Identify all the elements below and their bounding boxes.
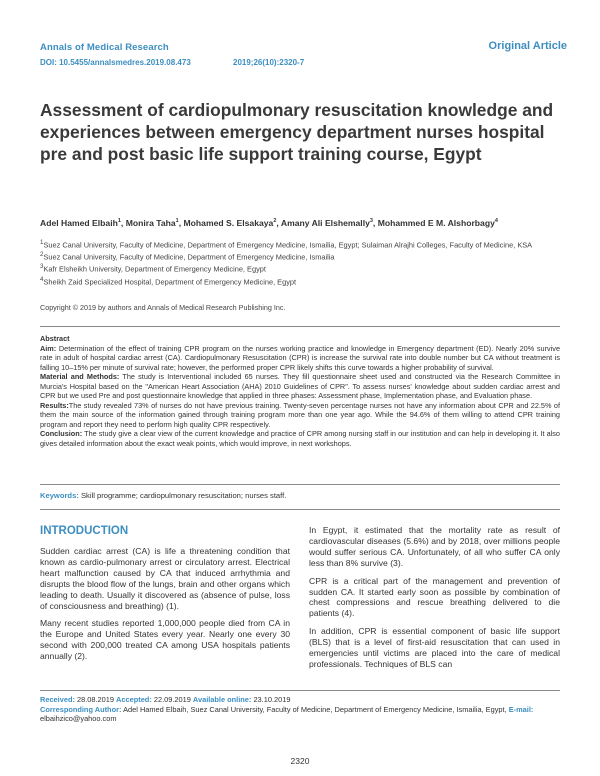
affiliations — [40, 238, 565, 287]
divider — [40, 509, 560, 510]
paragraph: Sudden cardiac arrest (CA) is life a threatening condition that known as cardio-pulmonary arrest or circulatory arrest. Electrical heart malfunction caused by CA that induced arrhythmia and disrupts the blood flow of the lungs, brain and other organs which leading to death. Usually it discovered as (absence of pulse, loss of consciousness and breathing) (1). — [40, 546, 290, 611]
author: Monira Taha$^1$ — [125, 218, 179, 228]
author-list: Adel Hamed Elbaih$^1$, Monira Taha$^1$, Mohamed S. Elsakaya$^2$, Amany Ali Elshemally$^3$, Mohammed E M. Alshorbagy$^4$ — [40, 218, 498, 228]
text-column-right — [309, 525, 560, 677]
citation: 2019;26(10):2320-7 — [233, 58, 305, 67]
text-column-left — [40, 546, 290, 669]
doi-line — [40, 58, 304, 67]
email-link[interactable]: elbaihzico@yahoo.com — [40, 714, 117, 724]
corresponding-author: Corresponding Author: Adel Hamed Elbaih, Suez Canal University, Faculty of Medicine, Department of Emergency Medicine, Ismailia, Egypt, E-mail: elbaihzico@yahoo.com — [40, 704, 534, 724]
author: Adel Hamed Elbaih$^1$ — [40, 218, 121, 228]
paragraph: Many recent studies reported 1,000,000 people died from CA in the Europe and United States every year. Nearly one every 30 second with 200,000 treated CA among USA hospitals patients annually (2). — [40, 618, 290, 662]
affiliation: $^4$Sheikh Zaid Specialized Hospital, Department of Emergency Medicine, Egypt — [40, 275, 297, 286]
paragraph: CPR is a critical part of the management and prevention of sudden CA. It started early soon as possible by combination of chest compressions and rescue breathing delivered to die patients (4). — [309, 575, 560, 619]
doi-link[interactable]: DOI: 10.5455/annalsmedres.2019.08.473 — [40, 58, 191, 67]
copyright: Copyright © 2019 by authors and Annals of Medical Research Publishing Inc. — [40, 303, 286, 312]
journal-name: Annals of Medical Research — [40, 42, 169, 53]
abstract-heading: Abstract — [40, 334, 70, 343]
abstract — [40, 334, 560, 448]
author: Mohamed S. Elsakaya$^2$ — [183, 218, 277, 228]
section-heading: INTRODUCTION — [40, 525, 129, 537]
abstract-conclusion: Conclusion: The study give a clear view of the current knowledge and practice of CPR among nursing staff in our institution and can help in developing it. It also gives detailed information about the exact weak points, which would improve, in next workshops. — [40, 429, 560, 448]
article-footer — [40, 695, 560, 724]
divider — [40, 484, 560, 485]
affiliation: $^2$Suez Canal University, Faculty of Medicine, Department of Emergency Medicine, Ismailia — [40, 251, 335, 262]
author: Mohammed E M. Alshorbagy$^4$ — [377, 218, 498, 228]
article-type: Original Article — [488, 40, 567, 52]
keywords: Keywords: Skill programme; cardiopulmonary resuscitation; nurses staff. — [40, 491, 287, 500]
article-title: Assessment of cardiopulmonary resuscitation knowledge and experiences between emergency department nurses hospital pre and post basic life support training course, Egypt — [40, 100, 554, 164]
abstract-results: Results:The study revealed 73% of nurses do not have previous training. Twenty-seven percentage nurses not have any information about CPR and 22.5% of them the main source of the information gained through training program more than one year ago. While the 94.6% of them willing to attend CPR training program and report they need to perform high quality CPR respectively. — [40, 400, 560, 429]
affiliation: $^1$Suez Canal University, Faculty of Medicine, Department of Emergency Medicine, Ismailia, Egypt; Sulaiman Alrajhi Colleges, Faculty of Medicine, KSA — [40, 239, 533, 250]
dates-line: Received: 28.08.2019 Accepted: 22.09.2019 Available online: 23.10.2019 — [40, 695, 291, 704]
paragraph: In addition, CPR is essential component of basic life support (BLS) that is a level of first-aid resuscitation that can used in emergencies until victims are placed into the care of medical professionals. Techniques of BLS can — [309, 626, 560, 669]
abstract-aim: Aim: Determination of the effect of training CPR program on the nurses working practice and knowledge in Emergency department (ED). Nearly 20% survive rate in adult of hospital cardiac arrest (CA). Cardiopulmonary Resuscitation (CPR) is increase the survival rate into double number but CA without treatment is falling 10–15% per minute of survival rate; however, the performed proper CPR likely shifts this curve towards a higher probability of survival. — [40, 343, 561, 372]
author: Amany Ali Elshemally$^3$ — [280, 218, 373, 228]
affiliation: $^3$Kafr Elsheikh University, Department of Emergency Medicine, Egypt — [40, 263, 266, 274]
abstract-methods: Material and Methods: The study is Interventional included 65 nurses. They fill questionnaire sheet used and constructed via the Research Committee in Murcia's Hospital based on the "American Heart Association (AHA) 2010 Guidelines of CPR". To assess nurses' knowledge about sudden cardiac arrest and CPR but we used Pre and post questionnaire knowledge that applied in three phases: Assessment phase, Implementation phase, and Evaluation phase. — [40, 372, 560, 400]
page-number: 2320 — [290, 756, 310, 766]
divider — [40, 690, 560, 691]
divider — [40, 326, 560, 327]
paragraph: In Egypt, it estimated that the mortality rate as result of cardiovascular diseases (5.6%) and by 2018, over millions people would suffer serious CA. Unfortunately, of all who suffer CA only less than 8% survive (3). — [309, 525, 560, 568]
